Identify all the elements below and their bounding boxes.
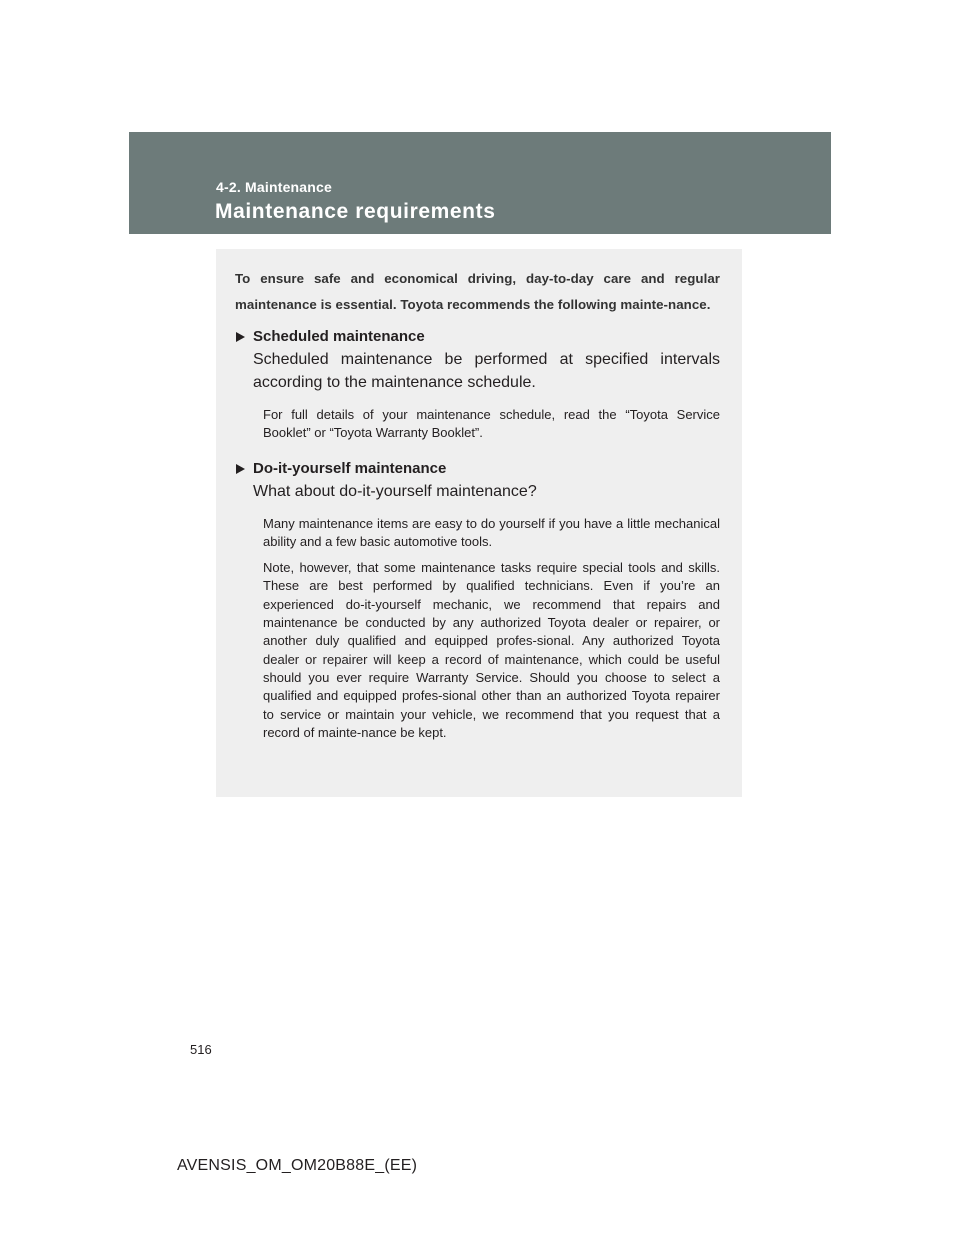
page-title: Maintenance requirements — [215, 200, 496, 223]
subheading-text: Scheduled maintenance — [253, 328, 425, 345]
subheading-diy-maintenance — [235, 459, 720, 479]
lead-paragraph: Scheduled maintenance be performed at specified intervals according to the maintenance schedule. — [253, 351, 720, 391]
section-label: 4-2. Maintenance — [216, 179, 333, 195]
note-paragraph: Note, however, that some maintenance tasks require special tools and skills. These are best performed by qualified technicians. Even if you’re an experienced do-it-yourself mechanic, we recommend that repairs and maintenance be conducted by any authorized Toyota dealer or repairer, or another duly qualified and equipped profes-sional. Any authorized Toyota dealer or repairer will keep a record of maintenance, which could be useful should you ever require Warranty Service. Should you choose to select a qualified and equipped profes-sional other than an authorized Toyota repairer to service or maintain your vehicle, we recommend that you request that a record of mainte-nance be kept. — [263, 560, 720, 740]
page-number: 516 — [190, 1042, 212, 1057]
content-panel — [216, 249, 742, 797]
note-paragraph: For full details of your maintenance schedule, read the “Toyota Service Booklet” or “Toyota Warranty Booklet”. — [263, 407, 720, 441]
chapter-header — [129, 132, 831, 234]
note-paragraph: Many maintenance items are easy to do yourself if you have a little mechanical ability and a few basic automotive tools. — [263, 515, 720, 549]
lead-paragraph: What about do-it-yourself maintenance? — [253, 482, 537, 500]
triangle-bullet-icon — [236, 332, 245, 342]
subheading-text: Do-it-yourself maintenance — [253, 459, 447, 477]
subheading-scheduled-maintenance — [235, 327, 720, 347]
triangle-bullet-icon — [236, 464, 245, 474]
intro-paragraph: To ensure safe and economical driving, day-to-day care and regular maintenance is essential. Toyota recommends the following mainte-nance. — [235, 271, 720, 312]
document-code: AVENSIS_OM_OM20B88E_(EE) — [177, 1157, 418, 1174]
